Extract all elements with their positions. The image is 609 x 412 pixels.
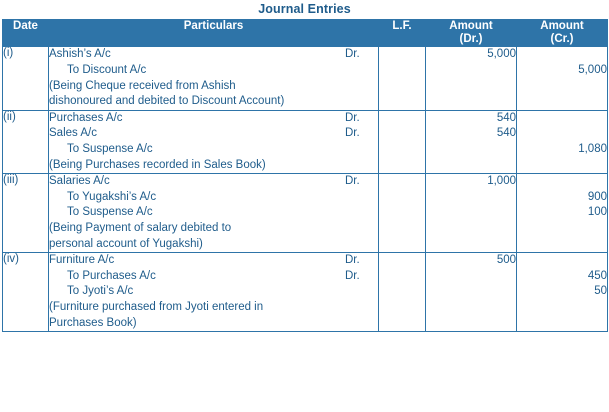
amount-line: 5,000 [578, 64, 607, 77]
particulars-line: personal account of Yugakshi) [49, 237, 203, 250]
column-header-date: Date [3, 20, 49, 47]
cell-amount-credit [517, 110, 608, 173]
cell-particulars [49, 47, 379, 110]
cell-date: (iv) [3, 253, 49, 332]
amount-line [426, 221, 516, 237]
amount-line [517, 94, 607, 110]
column-header-amount-debit-line1: Amount [449, 20, 493, 32]
particulars-line: Ashish’s A/c Dr. [49, 47, 378, 63]
table-row [3, 110, 608, 173]
particulars-line: (Furniture purchased from Jyoti entered in [49, 300, 264, 313]
column-header-amount-credit-line2: (Cr.) [550, 33, 574, 46]
debit-marker: Dr. [345, 111, 360, 124]
amount-line [517, 253, 607, 269]
particulars-line: To Suspense A/c [67, 206, 153, 219]
cell-lf [379, 253, 426, 332]
amount-line [517, 126, 607, 142]
amount-line: 1,080 [578, 143, 607, 155]
particulars-line: Salaries A/c Dr. [49, 174, 378, 190]
particulars-line: Furniture A/c Dr. [49, 253, 378, 269]
amount-line [517, 111, 607, 127]
cell-particulars [49, 174, 379, 253]
debit-marker: Dr. [345, 127, 360, 140]
cell-amount-credit [517, 47, 608, 110]
debit-marker: Dr. [345, 254, 360, 267]
particulars-line: Purchases Book) [49, 316, 137, 329]
amount-line [517, 300, 607, 316]
column-header-amount-debit [426, 20, 517, 47]
cell-date: (iii) [3, 174, 49, 253]
cell-lf [379, 110, 426, 173]
table-row [3, 253, 608, 332]
table-row [3, 47, 608, 110]
cell-amount-debit [426, 174, 517, 253]
amount-line [426, 269, 516, 285]
amount-line [517, 316, 607, 332]
column-header-lf: L.F. [379, 20, 426, 47]
amount-line [517, 221, 607, 237]
cell-amount-debit [426, 110, 517, 173]
cell-amount-debit [426, 253, 517, 332]
table-body [3, 47, 608, 332]
amount-line [517, 158, 607, 174]
amount-line [426, 158, 516, 174]
particulars-line: Sales A/c Dr. [49, 126, 378, 142]
particulars-line: Purchases A/c Dr. [49, 111, 378, 127]
amount-line [426, 300, 516, 316]
amount-line [517, 79, 607, 95]
table-header [3, 20, 608, 47]
amount-line [426, 190, 516, 206]
amount-line: 540 [496, 127, 516, 140]
cell-amount-credit [517, 174, 608, 253]
amount-line: 450 [587, 269, 607, 282]
particulars-line: To Yugakshi’s A/c [67, 190, 157, 203]
particulars-line: dishonoured and debited to Discount Account) [49, 95, 285, 108]
cell-amount-debit [426, 47, 517, 110]
amount-line [517, 237, 607, 253]
cell-date: (ii) [3, 110, 49, 173]
particulars-line: (Being Cheque received from Ashish [49, 79, 236, 92]
amount-line [517, 174, 607, 190]
amount-line [517, 47, 607, 63]
column-header-particulars: Particulars [49, 20, 379, 47]
column-header-amount-credit-line1: Amount [540, 20, 584, 32]
cell-lf [379, 174, 426, 253]
amount-line: 1,000 [487, 175, 516, 188]
amount-line [426, 142, 516, 158]
amount-line [426, 237, 516, 253]
page-title: Journal Entries [258, 2, 351, 16]
amount-line: 500 [496, 254, 516, 267]
particulars-line: To Purchases A/c Dr. [49, 269, 378, 285]
cell-lf [379, 47, 426, 110]
particulars-line: To Discount A/c [67, 64, 147, 77]
cell-date: (i) [3, 47, 49, 110]
table-header-row [3, 20, 608, 47]
amount-line [426, 284, 516, 300]
amount-line: 900 [587, 190, 607, 203]
amount-line [426, 63, 516, 79]
debit-marker: Dr. [345, 269, 360, 282]
debit-marker: Dr. [345, 48, 360, 61]
particulars-line: (Being Payment of salary debited to [49, 221, 232, 234]
debit-marker: Dr. [345, 175, 360, 188]
column-header-amount-credit [517, 20, 608, 47]
cell-particulars [49, 110, 379, 173]
particulars-line: To Jyoti’s A/c [67, 285, 134, 298]
amount-line [426, 79, 516, 95]
cell-particulars [49, 253, 379, 332]
amount-line: 540 [496, 111, 516, 124]
particulars-line: (Being Purchases recorded in Sales Book) [49, 158, 266, 171]
particulars-line: To Suspense A/c [67, 143, 153, 155]
cell-amount-credit [517, 253, 608, 332]
amount-line [426, 316, 516, 332]
column-header-amount-debit-line2: (Dr.) [459, 33, 483, 46]
amount-line [426, 94, 516, 110]
amount-line: 100 [587, 206, 607, 219]
journal-entries-table [2, 19, 608, 332]
amount-line [426, 205, 516, 221]
amount-line: 50 [594, 285, 607, 298]
table-row [3, 174, 608, 253]
amount-line: 5,000 [487, 48, 516, 61]
